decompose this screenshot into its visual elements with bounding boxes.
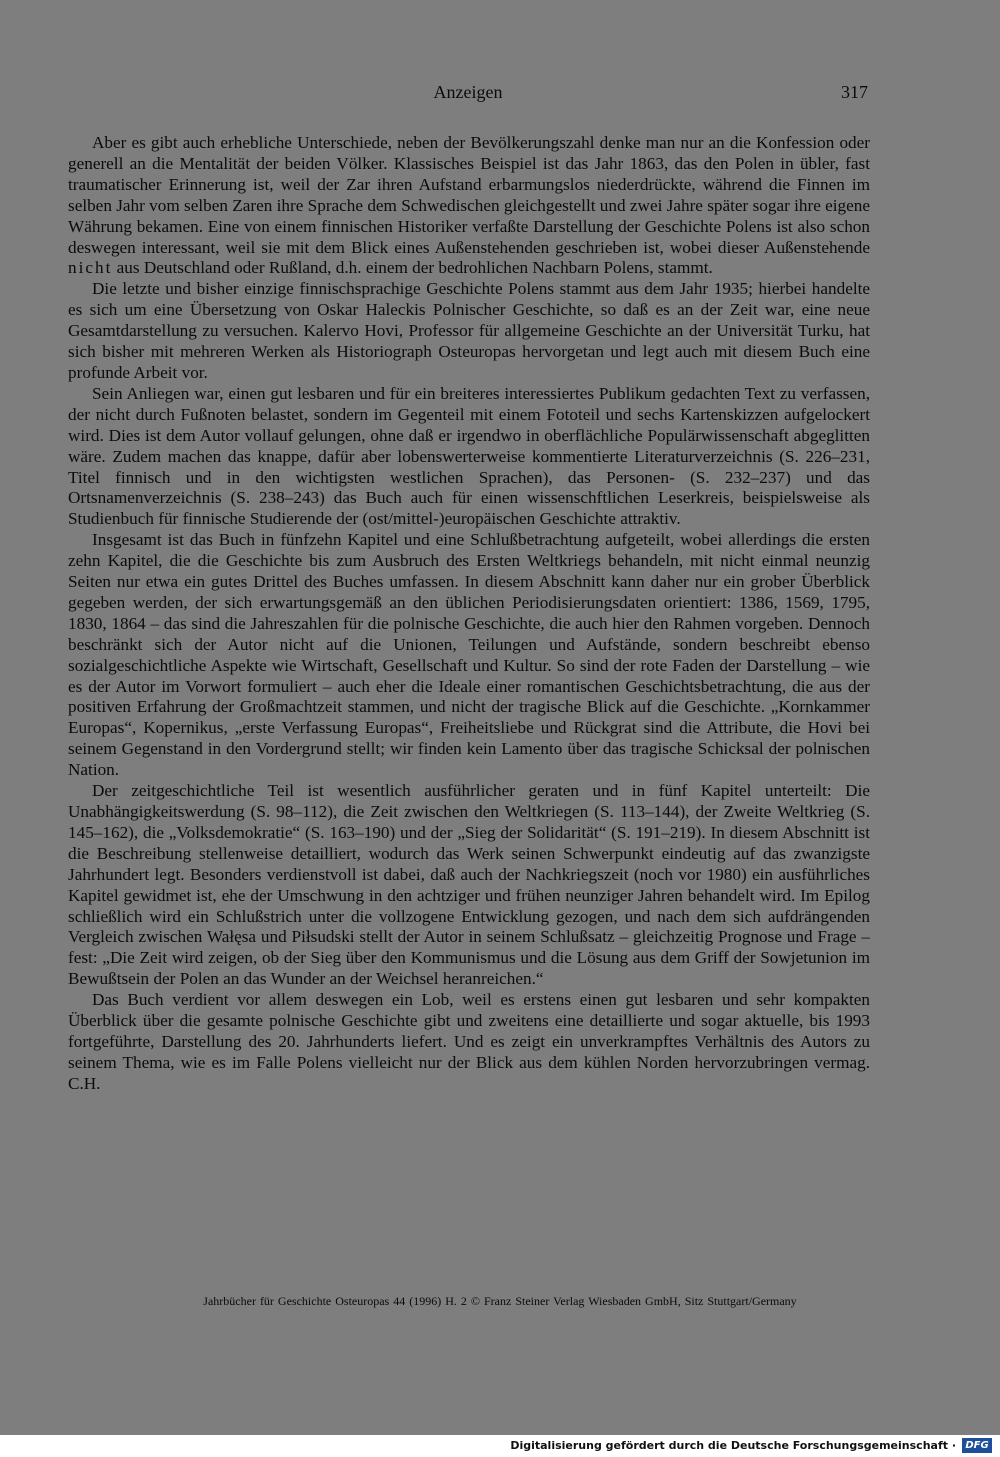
page-header [68, 82, 868, 108]
page-number: 317 [841, 82, 868, 102]
paragraph-1-text-after: aus Deutschland oder Rußland, d.h. einem der bedrohlichen Nachbarn Polens, stammt. [116, 258, 713, 278]
article-body [68, 133, 870, 1095]
running-head: Anzeigen [433, 82, 503, 102]
emphasis-nicht: nicht [68, 258, 113, 278]
paragraph-4: Insgesamt ist das Buch in fünfzehn Kapitel und eine Schlußbetrachtung aufgeteilt, wobei allerdings die ersten zehn Kapitel, die die Geschichte bis zum Ausbruch des Ersten Weltkriegs behandeln, mit nicht einmal neunzig Seiten nur etwa ein gutes Drittel des Buches umfassen. In diesem Abschnitt kann daher nur ein grober Überblick gegeben werden, der sich erwartungsgemäß an den üblichen Periodisierungsdaten orientiert: 1386, 1569, 1795, 1830, 1864 – das sind die Jahreszahlen für die polnische Geschichte, die auch hier den Rahmen vorgeben. Dennoch beschränkt sich der Autor nicht auf die Unionen, Teilungen und Aufstände, sondern beschreibt ebenso sozialgeschichtliche Aspekte wie Wirtschaft, Gesellschaft und Kultur. So sind der rote Faden der Darstellung – wie es der Autor im Vorwort formuliert – auch eher die Ideale einer romantischen Geschichtsbetrachtung, die aus der positiven Erfahrung der Großmachtzeit stammen, und nicht der tragische Blick auf die Geschichte. „Kornkammer Europas“, Kopernikus, „erste Verfassung Europas“, Freiheitsliebe und Rückgrat sind die Attribute, die Hovi bei seinem Gegenstand in den Vordergrund stellt; wir finden kein Lamento über das tragische Schicksal der polnischen Nation. [68, 530, 870, 780]
paragraph-1 [68, 133, 870, 279]
paragraph-2: Die letzte und bisher einzige finnischsprachige Geschichte Polens stammt aus dem Jahr 1935; hierbei handelte es sich um eine Übersetzung von Oskar Haleckis Polnischer Geschichte, so daß es an der Zeit war, eine neue Gesamtdarstellung zu versuchen. Kalervo Hovi, Professor für allgemeine Geschichte an der Universität Turku, hat sich bisher mit mehreren Werken als Historiograph Osteuropas hervorgetan und legt auch mit diesem Buch eine profunde Arbeit vor. [68, 279, 870, 382]
signature: C.H. [68, 1073, 101, 1093]
dfg-logo-icon: DFG [962, 1438, 992, 1453]
paragraph-3: Sein Anliegen war, einen gut lesbaren und für ein breiteres interessiertes Publikum gedachten Text zu verfassen, der nicht durch Fußnoten belastet, sondern im Gegenteil mit einem Fototeil und sechs Kartenskizzen aufgelockert wird. Dies ist dem Autor vollauf gelungen, ohne daß er irgendwo in oberflächliche Populärwissenschaft abgeglitten wäre. Zudem machen das knappe, dafür aber lobenswerterweise kommentierte Literaturverzeichnis (S. 226–231, Titel finnisch und in den wichtigsten westlichen Sprachen), das Personen- (S. 232–237) und das Ortsnamenverzeichnis (S. 238–243) das Buch auch für einen wissenschftlichen Leserkreis, beispielsweise als Studienbuch für finnische Studierende der (ost/mittel-)europäischen Geschichte attraktiv. [68, 383, 870, 529]
paragraph-6 [68, 990, 870, 1095]
paragraph-6-text: Das Buch verdient vor allem deswegen ein Lob, weil es erstens einen gut lesbaren und sehr kompakten Überblick über die gesamte polnische Geschichte gibt und zweitens eine detaillierte und sogar aktuelle, bis 1993 fortgeführte, Darstellung des 20. Jahrhunderts liefert. Und es zeigt ein unverkrampftes Verhältnis des Autors zu seinem Thema, wie es im Falle Polens vielleicht nur der Blick aus dem kühlen Norden hervorzubringen vermag. [68, 990, 870, 1072]
paragraph-5: Der zeitgeschichtliche Teil ist wesentlich ausführlicher geraten und in fünf Kapitel unterteilt: Die Unabhängigkeitswerdung (S. 98–112), die Zeit zwischen den Weltkriegen (S. 113–144), der Zweite Weltkrieg (S. 145–162), die „Volksdemokratie“ (S. 163–190) und der „Sieg der Solidarität“ (S. 191–219). In diesem Abschnitt ist die Beschreibung stellenweise detailliert, wodurch das Werk seinen Schwerpunkt eindeutig auf das zwanzigste Jahrhundert legt. Besonders verdienstvoll ist dabei, daß auch der Nachkriegszeit (noch vor 1980) ein ausführliches Kapitel gewidmet ist, ehe der Umschwung in den achtziger und frühen neunziger Jahren behandelt wird. Im Epilog schließlich wird ein Schlußstrich unter die vollzogene Entwicklung gezogen, und nach dem sich aufdrängenden Vergleich zwischen Wałęsa und Piłsudski stellt der Autor in seinem Schlußsatz – gleichzeitig Prognose und Frage – fest: „Die Zeit wird zeigen, ob der Sieg über den Kommunismus und die Lösung aus dem Griff der Sowjetunion im Bewußtsein der Polen an das Wunder an der Weichsel heranreichen.“ [68, 781, 870, 989]
journal-citation: Jahrbücher für Geschichte Osteuropas 44 (1996) H. 2 © Franz Steiner Verlag Wiesbaden GmbH, Sitz Stuttgart/Germany [203, 1294, 797, 1308]
dfg-funding-note: Digitalisierung gefördert durch die Deutsche Forschungsgemeinschaft · [510, 1439, 956, 1452]
dfg-bar [0, 1435, 1000, 1457]
paragraph-1-text-before: Aber es gibt auch erhebliche Unterschiede, neben der Bevölkerungszahl denke man nur an die Konfession oder generell an die Mentalität der beiden Völker. Klassisches Beispiel ist das Jahr 1863, das den Polen in übler, fast traumatischer Erinnerung ist, weil der Zar ihren Aufstand erbarmungslos niederdrückte, während die Finnen im selben Jahr vom selben Zaren ihre Sprache dem Schwedischen gleichgestellt und zwei Jahre später sogar ihre eigene Währung bekamen. Eine von einem finnischen Historiker verfaßte Darstellung der Geschichte Polens ist also schon deswegen interessant, weil sie mit dem Blick eines Außenstehenden geschrieben ist, wobei dieser Außenstehende [68, 133, 870, 257]
